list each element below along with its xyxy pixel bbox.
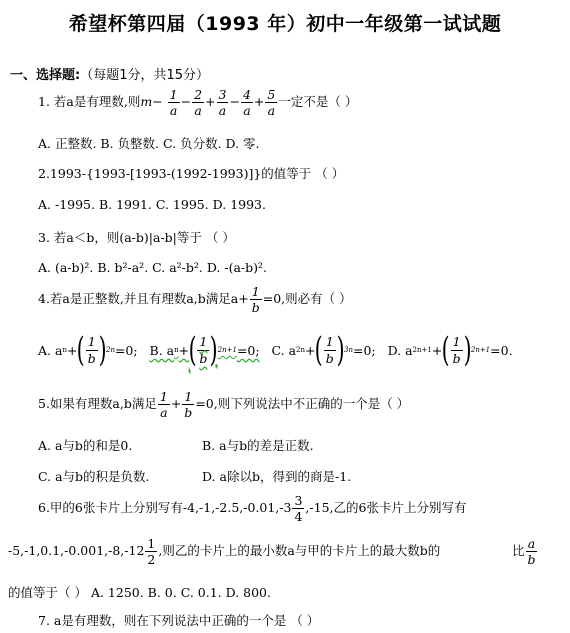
q2-stem: 2.1993-{1993-[1993-(1992-1993)]}的值等于 （ ） [38, 166, 345, 181]
q1-fraction-3: $\frac{3}{a}$ [218, 87, 227, 119]
q5-plus: + [170, 396, 182, 412]
q5-fraction-1: $\frac{1}{a}$ [159, 389, 168, 421]
q2-options: A. -1995. B. 1991. C. 1995. D. 1993. [38, 197, 266, 212]
q4-option-c: C. a 2n + ( 1 b ) 3n =0; [271, 330, 376, 370]
question-1 [38, 88, 357, 117]
q5-option-d: D. a除以b，得到的商是-1. [202, 469, 352, 484]
q4-option-b: B. a n + ( 1 b ) 2n+1 =0; [149, 330, 260, 370]
q5-fraction-2: $\frac{1}{b}$ [184, 389, 193, 421]
q4-option-d: D. a 2n+1 + ( 1 b ) 2n+1 =0. [387, 330, 513, 370]
q1-fraction-2: $\frac{2}{a}$ [194, 87, 203, 119]
section-label: 一、选择题: [10, 68, 81, 83]
q5-option-c: C. a与b的积是负数. [38, 469, 150, 484]
q6-line-1: 6.甲的6张卡片上分别写有-4,-1,-2.5,-0.01,-3 $\frac{3}{4}$ ,-15,乙的6张卡片上分别写有 [38, 493, 467, 525]
q1-op: − [229, 94, 240, 110]
q4-options [38, 330, 513, 370]
q6-fraction-1: $\frac{3}{4}$ [294, 493, 303, 525]
q6-ratio: 比 $\frac{a}{b}$ [512, 536, 536, 568]
q1-fraction-1: $\frac{1}{a}$ [169, 87, 178, 119]
q1-op: + [253, 94, 265, 110]
q5-tail: =0,则下列说法中不正确的一个是（ ） [195, 396, 410, 412]
q1-tail: 一定不是（ ） [278, 94, 358, 110]
q1-stem: 1. 若a是有理数,则 [38, 94, 141, 110]
q4-stem [38, 285, 352, 314]
q5-stem [38, 390, 409, 419]
q1-op: − [152, 94, 163, 110]
q3-options: A. (a-b)². B. b²-a². C. a²-b². D. -(a-b)². [38, 260, 268, 275]
q6-fraction-3: $\frac{a}{b}$ [527, 536, 536, 568]
page-title: 希望杯第四届（1993 年）初中一年级第一试试题 [68, 13, 502, 35]
q6-line-3: 的值等于（ ） A. 1250. B. 0. C. 0.1. D. 800. [8, 585, 271, 600]
q4-fraction: $\frac{1}{b}$ [251, 284, 260, 316]
q1-var-m: m [140, 94, 153, 110]
q1-fraction-4: $\frac{4}{a}$ [242, 87, 251, 119]
q1-fraction-5: $\frac{5}{a}$ [267, 87, 276, 119]
q4-stem-text: 4.若a是正整数,并且有理数a,b满足a+ [38, 291, 249, 307]
q6-fraction-2: $\frac{1}{2}$ [147, 536, 156, 568]
q7-stem: 7. a是有理数，则在下列说法中正确的一个是 （ ） [38, 613, 320, 628]
section-note: （每题1分，共15分） [80, 68, 210, 83]
q1-op: + [205, 94, 216, 110]
q4-option-a: A. a n + ( 1 b ) 2n =0; [38, 330, 138, 370]
q5-option-a: A. a与b的和是0. [38, 438, 133, 453]
q6-line-2: -5,-1,0.1,-0.001,-8,-12 $\frac{1}{2}$ ,则乙的卡片上的最小数a与甲的卡片上的最大数b的 [8, 536, 441, 568]
q4-tail: =0,则必有（ ） [262, 291, 352, 307]
q3-stem: 3. 若a＜b，则(a-b)|a-b|等于 （ ） [38, 230, 235, 245]
q5-option-b: B. a与b的差是正数. [202, 438, 314, 453]
section-heading [10, 64, 209, 83]
q5-stem-text: 5.如果有理数a,b满足 [38, 396, 157, 412]
q1-op: − [180, 94, 192, 110]
q1-options: A. 正整数. B. 负整数. C. 负分数. D. 零. [38, 136, 260, 151]
